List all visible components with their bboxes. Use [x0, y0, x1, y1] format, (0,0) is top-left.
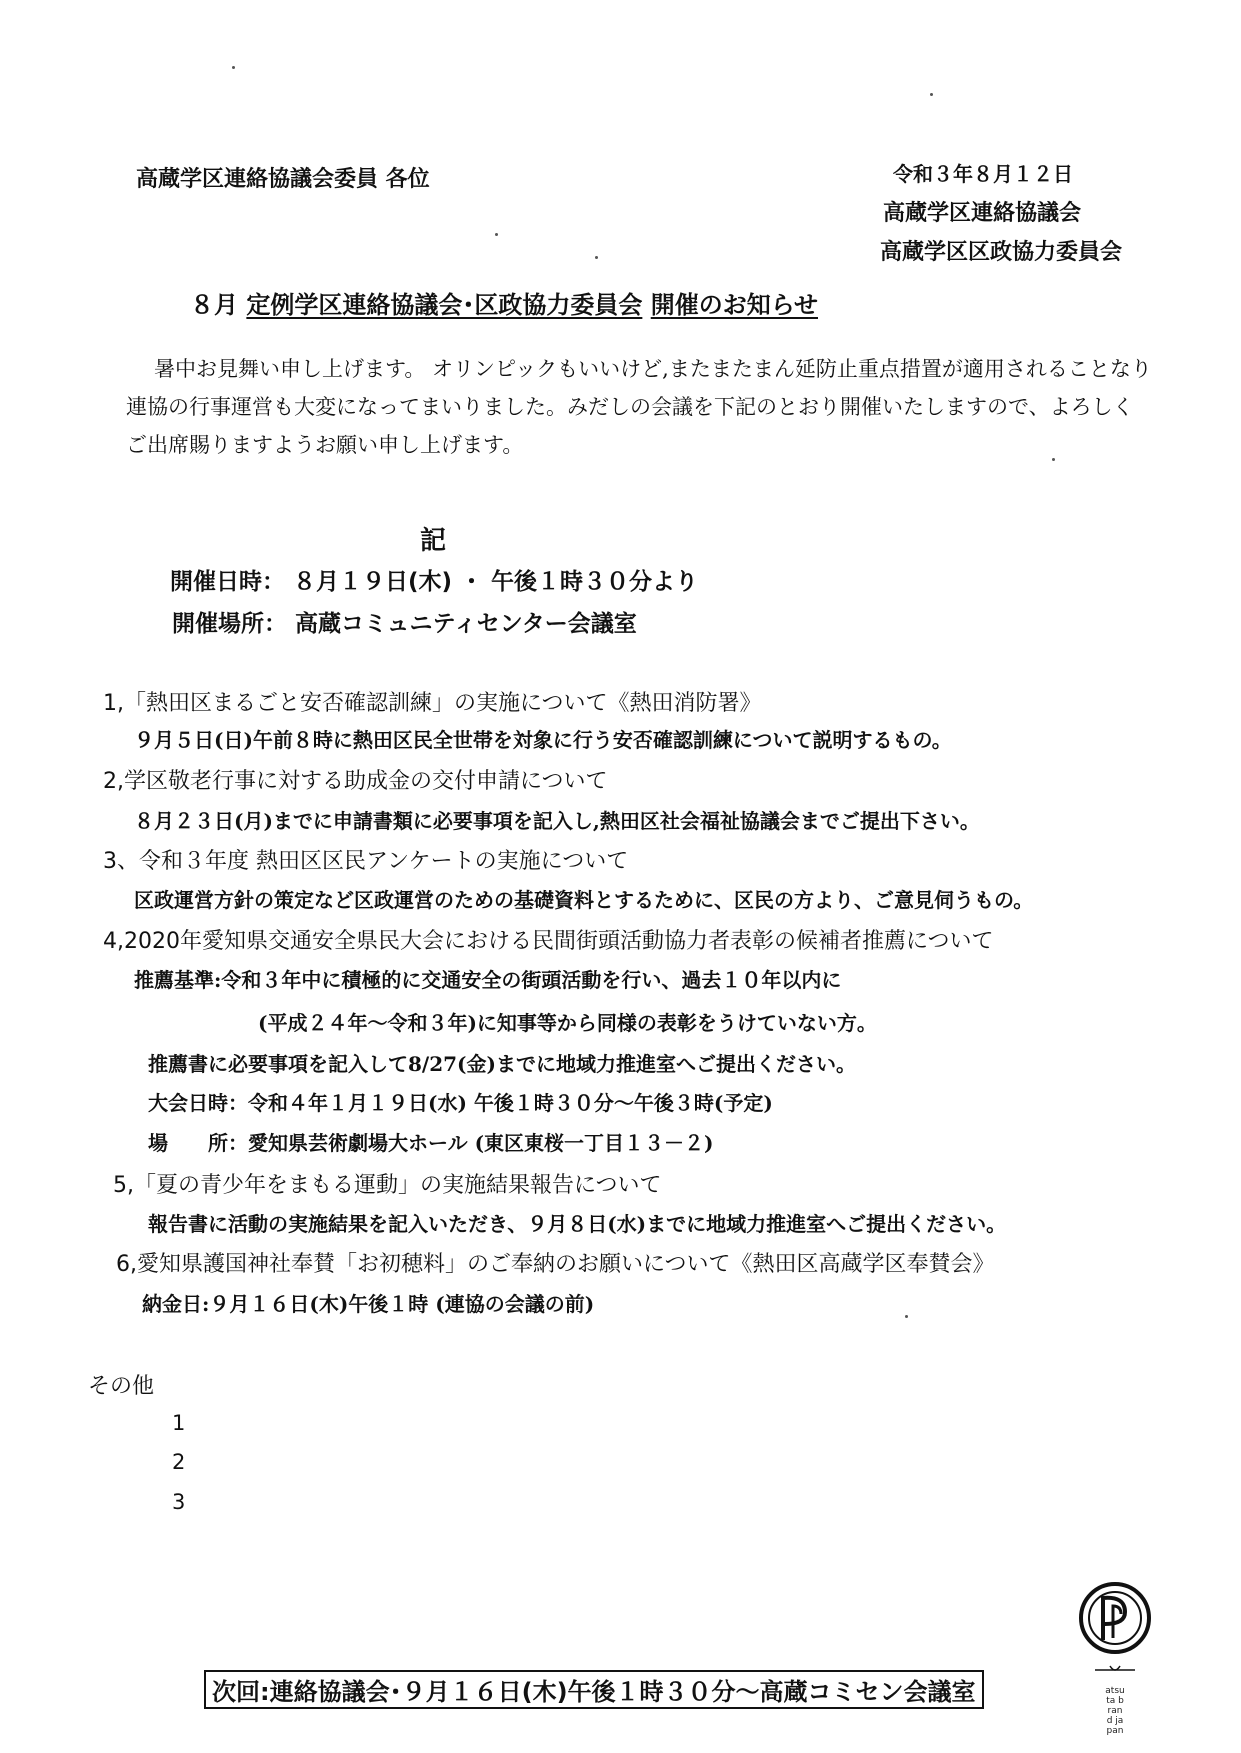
brand-logo-text: atsuta brand japan: [1105, 1686, 1125, 1736]
document-date: 令和３年８月１２日: [893, 162, 1073, 186]
title-suffix: 開催のお知らせ: [650, 291, 818, 319]
agenda-item-heading: 6,愛知県護国神社奉賛「お初穂料」のご奉納のお願いについて《熱田区高蔵学区奉賛会》: [116, 1252, 995, 1277]
scan-speck: [495, 233, 498, 236]
meeting-place: 開催場所： 高蔵コミュニティセンター会議室: [172, 611, 637, 637]
agenda-item-detail: 納金日:９月１６日(木)午後１時 (連協の会議の前): [142, 1292, 595, 1316]
agenda-item-heading: 3、令和３年度 熱田区区民アンケートの実施について: [103, 849, 629, 874]
greeting-line: 連協の行事運営も大変になってまいりました。みだしの会議を下記のとおり開催いたしますので、よろしく: [126, 395, 1134, 419]
scan-speck: [905, 1315, 908, 1318]
greeting-line: ご出席賜りますようお願い申し上げます。: [126, 433, 524, 457]
other-number: 3: [172, 1490, 186, 1514]
agenda-item-heading: 1,「熱田区まるごと安否確認訓練」の実施について《熱田消防署》: [103, 691, 762, 716]
agenda-item-detail: 大会日時：令和４年１月１９日(水) 午後１時３０分～午後３時(予定): [148, 1091, 773, 1115]
title-month: ８月: [190, 291, 238, 319]
agenda-item-heading: 5,「夏の青少年をまもる運動」の実施結果報告について: [113, 1173, 662, 1198]
recipient-line: 高蔵学区連絡協議会委員 各位: [136, 166, 430, 192]
brand-logo: [1075, 1578, 1155, 1738]
sender-council: 高蔵学区連絡協議会: [883, 200, 1082, 226]
agenda-item-detail: 推薦基準:令和３年中に積極的に交通安全の街頭活動を行い、過去１０年以内に: [134, 968, 842, 992]
agenda-item-detail: (平成２４年～令和３年)に知事等から同様の表彰をうけていない方。: [258, 1011, 877, 1035]
agenda-item-detail: 報告書に活動の実施結果を記入いただき、９月８日(水)までに地域力推進室へご提出ください。: [148, 1212, 1007, 1236]
agenda-item-detail: ８月２３日(月)までに申請書類に必要事項を記入し,熱田区社会福祉協議会までご提出下さい。: [134, 809, 980, 833]
scan-speck: [232, 66, 235, 69]
agenda-item-detail: 推薦書に必要事項を記入して8/27(金)までに地域力推進室へご提出ください。: [148, 1052, 856, 1076]
other-number: 2: [172, 1450, 186, 1474]
other-label: その他: [88, 1374, 155, 1399]
agenda-item-detail: ９月５日(日)午前８時に熱田区民全世帯を対象に行う安否確認訓練について説明するもの。: [134, 728, 952, 752]
agenda-item-detail: 区政運営方針の策定など区政運営のための基礎資料とするために、区民の方より、ご意見伺うもの。: [134, 888, 1034, 912]
greeting-line: 暑中お見舞い申し上げます。 オリンピックもいいけど,またまたまん延防止重点措置が適用されることなり: [154, 357, 1152, 381]
scan-speck: [930, 93, 933, 96]
sender-committee: 高蔵学区区政協力委員会: [880, 239, 1123, 265]
other-number: 1: [172, 1411, 186, 1435]
circle-stamp-logo-icon: [1075, 1578, 1155, 1682]
agenda-item-heading: 4,2020年愛知県交通安全県民大会における民間街頭活動協力者表彰の候補者推薦について: [103, 929, 994, 954]
scan-speck: [595, 256, 598, 259]
agenda-item-heading: 2,学区敬老行事に対する助成金の交付申請について: [103, 769, 608, 794]
title-main: 定例学区連絡協議会･区政協力委員会: [246, 291, 643, 319]
next-meeting-footer: 次回:連絡協議会･９月１６日(木)午後１時３０分～高蔵コミセン会議室: [204, 1670, 984, 1709]
notice-title: [190, 285, 818, 320]
ki-heading: 記: [420, 526, 447, 556]
agenda-item-detail: 場 所：愛知県芸術劇場大ホール (東区東桜一丁目１３－２): [148, 1131, 714, 1155]
greeting-paragraph: [126, 350, 1186, 464]
meeting-datetime: 開催日時： ８月１９日(木) ・ 午後１時３０分より: [170, 569, 699, 595]
